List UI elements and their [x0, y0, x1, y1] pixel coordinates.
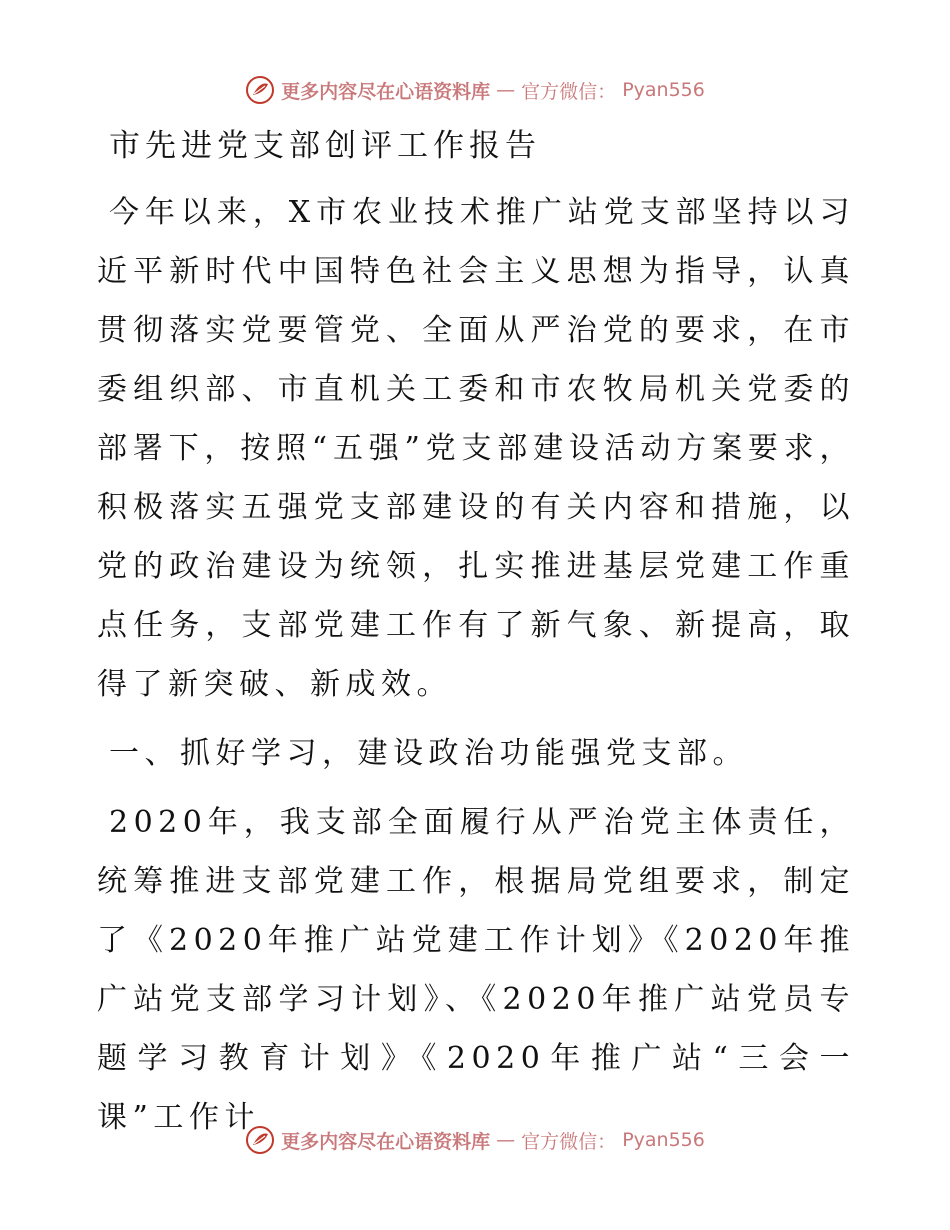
wechat-label: 官方微信： — [521, 80, 617, 103]
leaf-book-logo-icon — [245, 1125, 275, 1155]
promo-text: 更多内容尽在心语资料库 — [281, 1130, 491, 1153]
document-body — [97, 122, 855, 1157]
wechat-account: Pyan556 — [622, 1129, 705, 1151]
wechat-label: 官方微信： — [521, 1130, 617, 1153]
document-title: 市先进党支部创评工作报告 — [109, 128, 541, 164]
leaf-book-logo-icon — [245, 75, 275, 105]
section-heading-1: 一、抓好学习，建设政治功能强党支部。 — [109, 736, 748, 771]
banner-dash: — — [496, 79, 516, 101]
footer-watermark-banner — [0, 1120, 950, 1160]
wechat-account: Pyan556 — [622, 79, 705, 101]
banner-dash: — — [496, 1129, 516, 1151]
promo-text: 更多内容尽在心语资料库 — [281, 80, 491, 103]
paragraph-intro: 今年以来，X市农业技术推广站党支部坚持以习近平新时代中国特色社会主义思想为指导，认真贯彻落实党要管党、全面从严治党的要求，在市委组织部、市直机关工委和市农牧局机关党委的部署下，按照“五强”党支部建设活动方案要求，积极落实五强党支部建设的有关内容和措施，以党的政治建设为统领，扎实推进基层党建工作重点任务，支部党建工作有了新气象、新提高，取得了新突破、新成效。 — [97, 195, 855, 702]
paragraph-2020: 2020年，我支部全面履行从严治党主体责任，统筹推进支部党建工作，根据局党组要求，制定了《2020年推广站党建工作计划》《2020年推广站党支部学习计划》、《2020年推广站党员专题学习教育计划》《2020年推广站“三会一课”工作计 — [97, 805, 855, 1135]
header-watermark-banner — [0, 70, 950, 110]
